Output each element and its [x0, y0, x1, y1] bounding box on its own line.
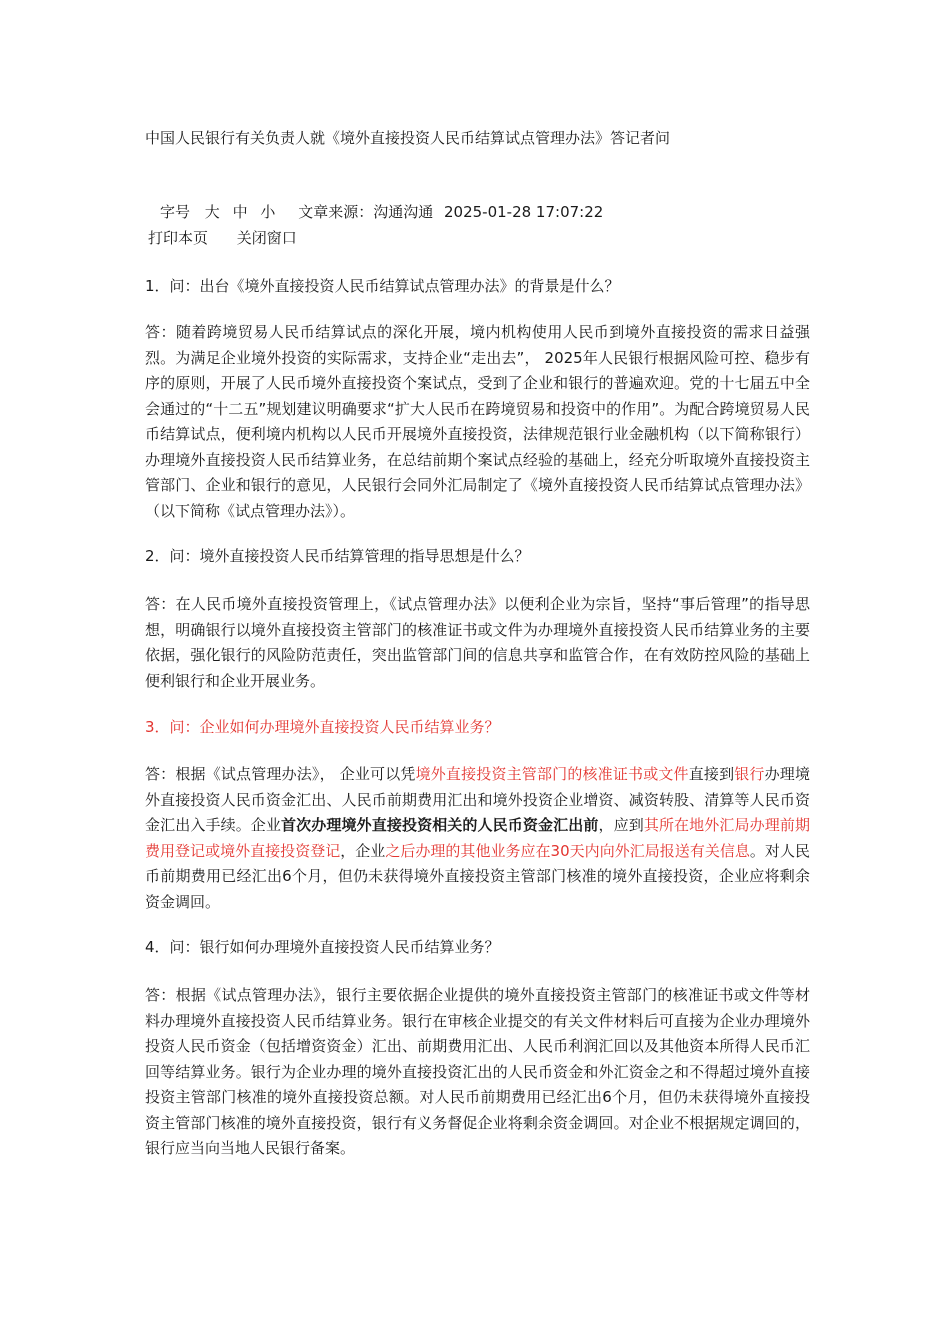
question-3: 3．问：企业如何办理境外直接投资人民币结算业务？	[145, 718, 500, 736]
font-size-large-link[interactable]: 大	[204, 203, 220, 221]
print-page-link[interactable]: 打印本页	[148, 229, 209, 247]
font-size-small-link[interactable]: 小	[260, 203, 276, 221]
answer-3	[145, 762, 810, 915]
article-date: 2025-01-28 17:07:22	[443, 203, 604, 221]
answer-3-text: 答：根据《试点管理办法》， 企业可以凭	[145, 765, 416, 783]
page-actions	[148, 228, 297, 248]
answer-3-highlight-registration: 其所在地外汇局办理前期费用登记或境外直接投资登记	[145, 816, 810, 860]
question-2: 2．问：境外直接投资人民币结算管理的指导思想是什么？	[145, 547, 530, 565]
article-title: 中国人民银行有关负责人就《境外直接投资人民币结算试点管理办法》答记者问	[145, 129, 671, 147]
answer-3-bold-first-remittance: 首次办理境外直接投资相关的人民币资金汇出前	[281, 816, 599, 834]
answer-3-text: ，企业	[340, 841, 386, 860]
answer-1: 答：随着跨境贸易人民币结算试点的深化开展，境内机构使用人民币到境外直接投资的需求日益强烈。为满足企业境外投资的实际需求，支持企业“走出去”， 2025年人民银行根据风险可控、稳步有序的原则，开展了人民币境外直接投资个案试点，受到了企业和银行的普遍欢迎。党的十七届五中全会通过的“十二五”规划建议明确要求“扩大人民币在跨境贸易和投资中的作用”。为配合跨境贸易人民币结算试点，便利境内机构以人民币开展境外直接投资，法律规范银行业金融机构（以下简称银行）办理境外直接投资人民币结算业务，在总结前期个案试点经验的基础上，经充分听取境外直接投资主管部门、企业和银行的意见，人民银行会同外汇局制定了《境外直接投资人民币结算试点管理办法》（以下简称《试点管理办法》）。	[145, 323, 810, 520]
question-1: 1．问：出台《境外直接投资人民币结算试点管理办法》的背景是什么？	[145, 277, 620, 295]
answer-3-highlight-certificate: 境外直接投资主管部门的核准证书或文件	[415, 765, 689, 783]
answer-4: 答：根据《试点管理办法》，银行主要依据企业提供的境外直接投资主管部门的核准证书或文件等材料办理境外直接投资人民币结算业务。银行在审核企业提交的有关文件材料后可直接为企业办理境外投资人民币资金（包括增资资金）汇出、前期费用汇出、人民币利润汇回以及其他资本所得人民币汇回等结算业务。银行为企业办理的境外直接投资汇出的人民币资金和外汇资金之和不得超过境外直接投资主管部门核准的境外直接投资总额。对人民币前期费用已经汇出6个月，但仍未获得境外直接投资主管部门核准的境外直接投资，银行有义务督促企业将剩余资金调回。对企业不根据规定调回的，银行应当向当地人民银行备案。	[145, 986, 810, 1157]
font-size-medium-link[interactable]: 中	[232, 203, 248, 221]
article-meta	[160, 202, 603, 222]
article-source: 文章来源：沟通沟通	[298, 203, 434, 221]
answer-3-text: 直接到	[688, 765, 735, 783]
font-size-label: 字号	[160, 203, 191, 221]
close-window-link[interactable]: 关闭窗口	[236, 229, 297, 247]
answer-3-text: 办理境外直接投资人民币资金汇出、人民币前期费用汇出和境外投资企业增资、减资转股、清算等人民币资金汇出入手续。企业	[145, 765, 810, 834]
answer-3-highlight-bank: 银行	[734, 765, 765, 783]
answer-2: 答：在人民币境外直接投资管理上，《试点管理办法》以便利企业为宗旨，坚持“事后管理”的指导思想，明确银行以境外直接投资主管部门的核准证书或文件为办理境外直接投资人民币结算业务的主要依据，强化银行的风险防范责任，突出监管部门间的信息共享和监管合作，在有效防控风险的基础上便利银行和企业开展业务。	[145, 595, 810, 690]
question-4: 4．问：银行如何办理境外直接投资人民币结算业务？	[145, 938, 500, 956]
article-body	[145, 276, 810, 1162]
answer-3-text: ，应到	[598, 816, 644, 834]
answer-3-text: 。对人民币前期费用已经汇出6个月，但仍未获得境外直接投资主管部门核准的境外直接投资，企业应将剩余资金调回。	[145, 841, 810, 911]
answer-3-highlight-30-days: 之后办理的其他业务应在30天内向外汇局报送有关信息	[385, 841, 750, 860]
